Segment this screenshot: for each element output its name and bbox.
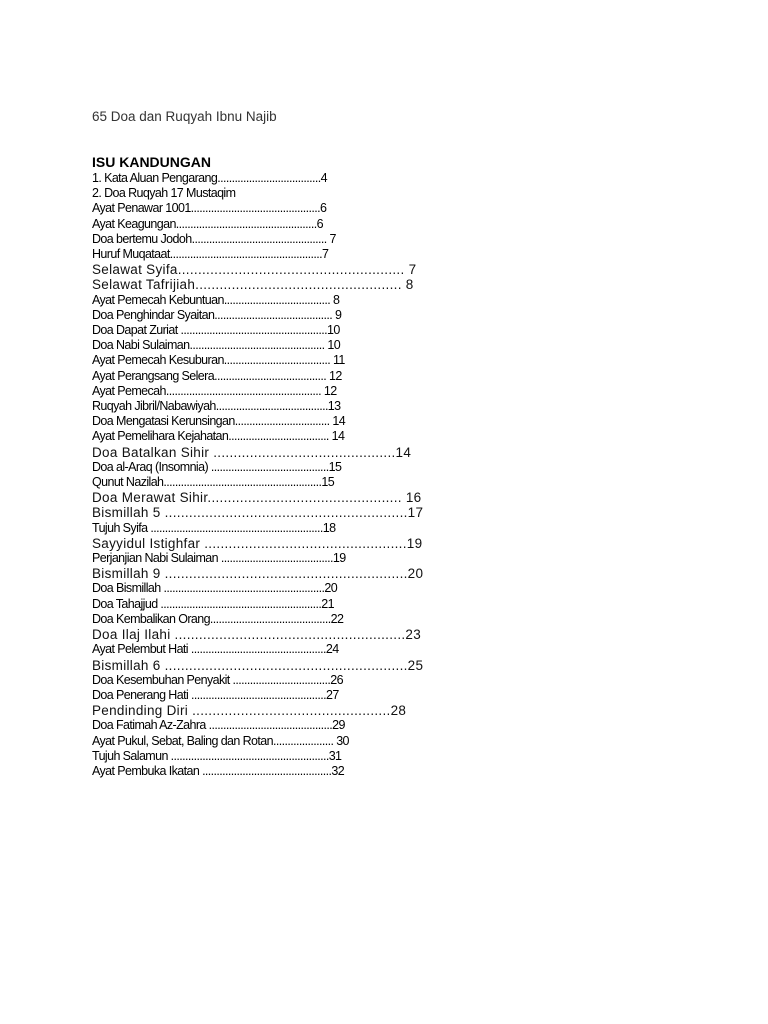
toc-entry: Doa Bismillah ........................................................20 — [92, 581, 338, 596]
toc-entry: Ayat Pemelihara Kejahatan................................... 14 — [92, 429, 345, 444]
toc-entry: Tujuh Syifa ............................................................18 — [92, 520, 336, 535]
toc-entry: Sayyidul Istighfar ..................................................19 — [92, 535, 423, 551]
toc-entry: Doa Kembalikan Orang..........................................22 — [92, 611, 344, 626]
toc-entry: Doa Kesembuhan Penyakit ..................................26 — [92, 672, 343, 687]
toc-entry: Qunut Nazilah.......................................................15 — [92, 475, 335, 490]
toc-entry: Ayat Pelembut Hati ...............................................24 — [92, 642, 339, 657]
toc-entry: Doa Batalkan Sihir .............................................14 — [92, 444, 412, 460]
toc-entry: Bismillah 5 ............................................................17 — [92, 505, 424, 521]
toc-entry: Selawat Tafrijiah................................................... 8 — [92, 277, 414, 293]
toc-entry: Ayat Pemecah Kebuntuan..................................... 8 — [92, 292, 340, 307]
toc-entry: Pendinding Diri .................................................28 — [92, 703, 407, 719]
toc-entry: Ayat Perangsang Selera....................................... 12 — [92, 368, 342, 383]
toc-entry: Ayat Pembuka Ikatan .............................................32 — [92, 763, 345, 778]
toc-heading: ISU KANDUNGAN — [92, 154, 211, 170]
toc-entry: Bismillah 9 ............................................................20 — [92, 566, 424, 582]
toc-entry: Doa Penerang Hati ...............................................27 — [92, 687, 339, 702]
toc-entry: Tujuh Salamun .......................................................31 — [92, 748, 342, 763]
toc-entry: Doa Dapat Zuriat ...................................................10 — [92, 323, 340, 338]
toc-entry: Ruqyah Jibril/Nabawiyah.......................................13 — [92, 399, 341, 414]
toc-entry: Ayat Pemecah Kesuburan..................................... 11 — [92, 353, 345, 368]
toc-entry: Doa Fatimah Az-Zahra ...........................................29 — [92, 718, 345, 733]
toc-entry: Ayat Pemecah...................................................... 12 — [92, 383, 337, 398]
toc-entry: 1. Kata Aluan Pengarang....................................4 — [92, 171, 327, 185]
toc-entry: Ayat Keagungan.................................................6 — [92, 216, 323, 231]
toc-entry: Doa Ilaj Ilahi .........................................................23 — [92, 627, 422, 643]
toc-entry: Doa Tahajjud ........................................................21 — [92, 596, 335, 611]
toc-entry: Doa Merawat Sihir................................................ 16 — [92, 490, 422, 506]
toc-entry: Doa Nabi Sulaiman............................................... 10 — [92, 338, 341, 353]
toc-entry: 2. Doa Ruqyah 17 Mustaqim — [92, 186, 236, 201]
toc-entry: Huruf Muqataat.....................................................7 — [92, 247, 329, 262]
toc-entry: Ayat Pukul, Sebat, Baling dan Rotan..................... 30 — [92, 733, 349, 748]
toc-entry: Perjanjian Nabi Sulaiman .......................................19 — [92, 551, 346, 566]
document-title: 65 Doa dan Ruqyah Ibnu Najib — [92, 109, 277, 124]
toc-entry: Bismillah 6 ............................................................25 — [92, 657, 424, 673]
toc-entry: Doa bertemu Jodoh............................................... 7 — [92, 231, 336, 246]
toc-entry: Doa al-Araq (Insomnia) .........................................15 — [92, 459, 342, 474]
table-of-contents — [92, 171, 432, 779]
toc-entry: Doa Penghindar Syaitan......................................... 9 — [92, 307, 342, 322]
toc-entry: Ayat Penawar 1001.............................................6 — [92, 201, 327, 216]
toc-entry: Doa Mengatasi Kerunsingan................................. 14 — [92, 414, 346, 429]
toc-entry: Selawat Syifa........................................................ 7 — [92, 262, 417, 278]
